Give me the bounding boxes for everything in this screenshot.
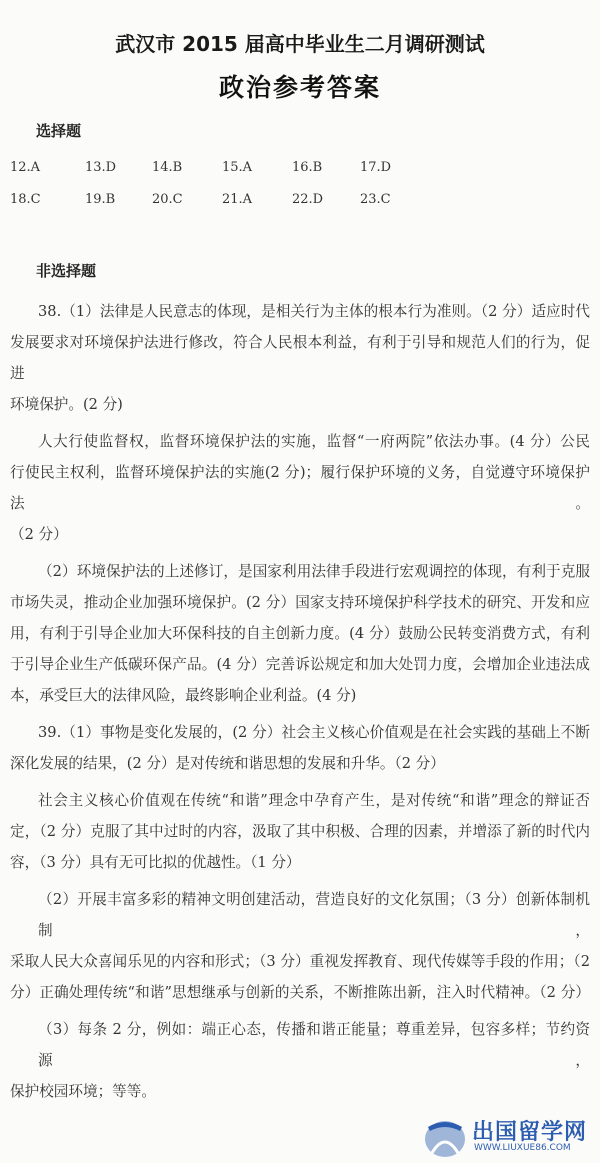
text-line: 社会主义核心价值观在传统“和谐”理念中孕育产生，是对传统“和谐”理念的辩证否 bbox=[38, 792, 590, 809]
choice-answer: 15.A bbox=[222, 160, 253, 175]
text-line: 人大行使监督权，监督环境保护法的实施，监督“一府两院”依法办事。(4 分）公民 bbox=[38, 433, 590, 450]
choice-answer: 12.A bbox=[10, 160, 41, 175]
choice-answer: 19.B bbox=[85, 192, 116, 207]
choice-answer: 14.B bbox=[152, 160, 183, 175]
text-line: 定，（2 分）克服了其中过时的内容，汲取了其中积极、合理的因素，并增添了新的时代内 bbox=[10, 823, 590, 840]
answer-lines bbox=[10, 296, 590, 1107]
choice-answer: 22.D bbox=[292, 192, 324, 207]
choice-answer: 20.C bbox=[152, 192, 183, 207]
text-line: 行使民主权利，监督环境保护法的实施(2 分)；履行保护环境的义务，自觉遵守环境保护法。 bbox=[10, 464, 590, 512]
text-line: （2）环境保护法的上述修订，是国家利用法律手段进行宏观调控的体现，有利于克服 bbox=[38, 563, 590, 580]
text-line: （3）每条 2 分，例如：端正心态，传播和谐正能量；尊重差异，包容多样；节约资源， bbox=[38, 1021, 590, 1069]
text-line: 38.（1）法律是人民意志的体现，是相关行为主体的根本行为准则。（2 分）适应时代 bbox=[38, 303, 590, 320]
text-line: 39.（1）事物是变化发展的，(2 分）社会主义核心价值观是在社会实践的基础上不断 bbox=[38, 724, 590, 741]
section-heading-nonchoice: 非选择题 bbox=[36, 262, 97, 280]
choice-answer: 13.D bbox=[85, 160, 117, 175]
section-heading-choice: 选择题 bbox=[36, 122, 82, 140]
choice-answer: 17.D bbox=[360, 160, 392, 175]
globe-logo-icon bbox=[420, 1113, 470, 1159]
watermark-logo bbox=[420, 1113, 590, 1159]
text-line: 分）正确处理传统“和谐”思想继承与创新的关系，不断推陈出新，注入时代精神。（2 分） bbox=[10, 984, 590, 1001]
text-line: 容，（3 分）具有无可比拟的优越性。（1 分） bbox=[10, 854, 301, 871]
watermark-name: 出国留学网 bbox=[472, 1120, 588, 1145]
text-line: 发展要求对环境保护法进行修改，符合人民根本利益，有利于引导和规范人们的行为，促进 bbox=[10, 334, 590, 382]
text-line: 本，承受巨大的法律风险，最终影响企业利益。(4 分) bbox=[10, 687, 357, 704]
watermark-url: WWW.LIUXUE86.COM bbox=[474, 1143, 571, 1153]
answer-text bbox=[10, 290, 590, 1163]
document-title: 武汉市 2015 届高中毕业生二月调研测试 bbox=[115, 32, 485, 56]
text-line: 采取人民大众喜闻乐见的内容和形式；（3 分）重视发挥教育、现代传媒等手段的作用；（2 bbox=[10, 953, 590, 970]
choice-answer: 16.B bbox=[292, 160, 323, 175]
choice-answer: 23.C bbox=[360, 192, 391, 207]
text-line: （2 分） bbox=[10, 526, 68, 543]
text-line: 深化发展的结果，(2 分）是对传统和谐思想的发展和升华。（2 分） bbox=[10, 755, 445, 772]
text-line: 用，有利于引导企业加大环保科技的自主创新力度。(4 分）鼓励公民转变消费方式，有利 bbox=[10, 625, 590, 642]
text-line: 市场失灵，推动企业加强环境保护。(2 分）国家支持环境保护科学技术的研究、开发和应 bbox=[10, 594, 590, 611]
text-line: 于引导企业生产低碳环保产品。(4 分）完善诉讼规定和加大处罚力度，会增加企业违法成 bbox=[10, 656, 590, 673]
choice-answer: 18.C bbox=[10, 192, 41, 207]
text-line: （2）开展丰富多彩的精神文明创建活动，营造良好的文化氛围；（3 分）创新体制机制， bbox=[38, 891, 590, 939]
text-line: 环境保护。(2 分) bbox=[10, 396, 123, 413]
document-subtitle: 政治参考答案 bbox=[218, 73, 381, 102]
text-line: 保护校园环境；等等。 bbox=[10, 1083, 156, 1100]
choice-answer: 21.A bbox=[222, 192, 253, 207]
